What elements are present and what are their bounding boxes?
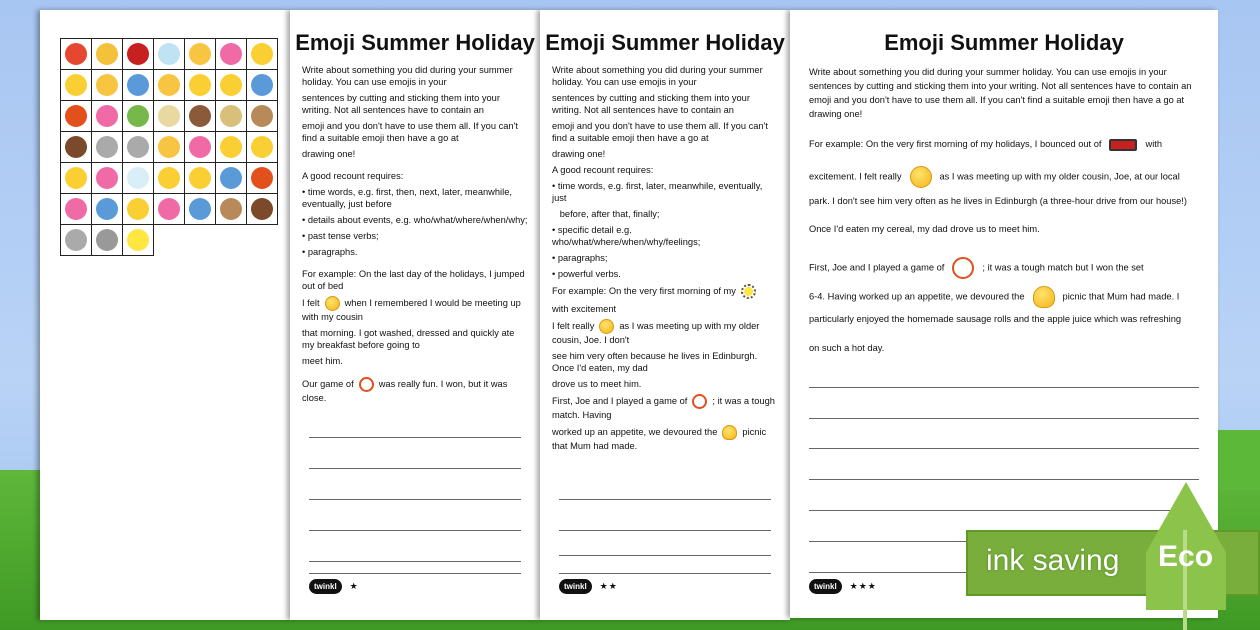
bullet: • specific detail e.g. who/what/where/when/why/feelings; [552, 225, 701, 247]
writing-line [309, 468, 521, 469]
writing-line [309, 561, 521, 562]
emoji-icon [96, 43, 118, 65]
emoji-icon [127, 43, 149, 65]
emoji-cell [61, 39, 92, 70]
text: First, Joe and I played a game of [809, 262, 945, 273]
emoji-icon [220, 167, 242, 189]
emoji-cell [123, 70, 154, 101]
grinning-emoji-icon [599, 319, 614, 334]
emoji-icon [65, 74, 87, 96]
text: 6-4. Having worked up an appetite, we devoured the [809, 291, 1025, 302]
emoji-cell [123, 101, 154, 132]
example-line: drove us to meet him. [552, 379, 642, 389]
twinkl-logo: twinkl [809, 579, 842, 594]
intro-line: Write about something you did during your summer holiday. You can use emojis in your [302, 65, 516, 87]
emoji-icon [127, 74, 149, 96]
emoji-icon [189, 198, 211, 220]
intro-line: emoji and you don't have to use them all. If you can't find a suitable emoji then have a go at [302, 121, 521, 143]
worksheet-text [552, 64, 778, 456]
worksheet-page-1-star[interactable] [290, 10, 540, 620]
emoji-icon [251, 105, 273, 127]
emoji-cell [185, 163, 216, 194]
intro-line: drawing one! [809, 109, 863, 119]
example-line: particularly enjoyed the homemade sausage rolls and the apple juice which was refreshing [809, 314, 1182, 324]
bullet: • details about events, e.g. who/what/where/when/why; [302, 215, 528, 225]
emoji-cell [123, 132, 154, 163]
emoji-icon [251, 167, 273, 189]
writing-line [809, 418, 1199, 419]
emoji-cutout-page[interactable] [40, 10, 290, 620]
bullet: • time words, e.g. first, later, meanwhile, eventually, just [552, 181, 765, 203]
emoji-icon [251, 43, 273, 65]
emoji-icon [251, 74, 273, 96]
emoji-icon [220, 136, 242, 158]
emoji-icon [158, 167, 180, 189]
emoji-cell [92, 194, 123, 225]
text: as I was meeting up with my older cousin, Joe. I don't [552, 320, 762, 345]
emoji-icon [220, 198, 242, 220]
emoji-cell [123, 194, 154, 225]
recount-heading: A good recount requires: [552, 165, 654, 175]
emoji-cell [154, 132, 185, 163]
intro-line: sentences by cutting and sticking them into your writing. Not all sentences have to contain an [809, 81, 1192, 91]
difficulty-stars: ★★★ [849, 581, 877, 591]
emoji-cell [92, 163, 123, 194]
emoji-icon [189, 105, 211, 127]
emoji-cell [247, 39, 278, 70]
emoji-icon [65, 43, 87, 65]
emoji-cell [123, 39, 154, 70]
ok-hand-emoji-icon [722, 425, 737, 440]
emoji-icon [96, 229, 118, 251]
writing-line [309, 530, 521, 531]
emoji-cell [216, 194, 247, 225]
emoji-cell [92, 39, 123, 70]
emoji-cell [247, 132, 278, 163]
emoji-icon [65, 136, 87, 158]
emoji-icon [220, 105, 242, 127]
emoji-cell [185, 101, 216, 132]
emoji-cell [216, 101, 247, 132]
text: I felt [302, 297, 320, 308]
writing-line [309, 573, 521, 574]
bullet: • paragraphs. [302, 247, 358, 257]
emoji-cell [247, 194, 278, 225]
emoji-cell [92, 225, 123, 256]
emoji-icon [96, 167, 118, 189]
bullet: • time words, e.g. first, then, next, later, meanwhile, eventually, just before [302, 187, 515, 209]
example-line: on such a hot day. [809, 343, 885, 353]
emoji-icon [158, 198, 180, 220]
example-line: Once I'd eaten my cereal, my dad drove us to meet him. [809, 224, 1040, 234]
bed-emoji-icon [1109, 139, 1137, 151]
emoji-icon [158, 105, 180, 127]
writing-line [559, 573, 771, 574]
emoji-cell [61, 163, 92, 194]
emoji-icon [158, 136, 180, 158]
emoji-cell [154, 194, 185, 225]
text: was really fun. I won, but it was close. [302, 378, 510, 403]
tennis-racket-icon [952, 257, 974, 279]
emoji-cell [61, 225, 92, 256]
text: as I was meeting up with my older cousin, Joe, at our local [939, 171, 1180, 182]
writing-line [559, 555, 771, 556]
emoji-cell [185, 194, 216, 225]
emoji-icon [220, 43, 242, 65]
emoji-icon [251, 136, 273, 158]
twinkl-logo: twinkl [309, 579, 342, 594]
text: picnic that Mum had made. [552, 426, 769, 451]
writing-line [309, 499, 521, 500]
emoji-icon [189, 43, 211, 65]
emoji-cell [92, 101, 123, 132]
emoji-icon [251, 198, 273, 220]
emoji-icon [127, 105, 149, 127]
emoji-cell [216, 163, 247, 194]
emoji-cell [123, 163, 154, 194]
tennis-racket-icon [692, 394, 707, 409]
text: For example: On the very first morning of my holidays, I bounced out of [809, 139, 1102, 149]
sun-emoji-icon [741, 284, 756, 299]
emoji-cell [247, 163, 278, 194]
emoji-grid [60, 38, 278, 256]
writing-line [809, 387, 1199, 388]
emoji-cell [123, 225, 154, 256]
emoji-cell [61, 101, 92, 132]
emoji-icon [127, 198, 149, 220]
emoji-cell [154, 39, 185, 70]
difficulty-stars: ★★ [599, 581, 618, 591]
emoji-icon [65, 198, 87, 220]
emoji-cell [185, 132, 216, 163]
text: I felt really [552, 320, 595, 331]
worksheet-text [302, 64, 528, 408]
page-title: Emoji Summer Holiday [884, 30, 1124, 55]
intro-line: emoji and you don't have to use them all. If you can't find a suitable emoji then have a go at [552, 121, 771, 143]
ok-hand-emoji-icon [1033, 286, 1055, 308]
emoji-icon [65, 105, 87, 127]
ink-saving-label: ink saving [986, 544, 1120, 577]
tennis-racket-icon [359, 377, 374, 392]
emoji-cell [216, 39, 247, 70]
emoji-cell [216, 132, 247, 163]
emoji-icon [189, 136, 211, 158]
text: Our game of [302, 378, 354, 389]
emoji-icon [189, 167, 211, 189]
example-line: For example: On the last day of the holidays, I jumped out of bed [302, 269, 528, 291]
difficulty-stars: ★ [349, 581, 359, 591]
emoji-cell [92, 70, 123, 101]
emoji-cell [216, 70, 247, 101]
bullet: • past tense verbs; [302, 231, 379, 241]
intro-line: emoji and you don't have to use them all. If you can't find a suitable emoji then have a go at [809, 95, 1185, 105]
emoji-cell [247, 101, 278, 132]
emoji-icon [127, 167, 149, 189]
writing-line [809, 510, 1199, 511]
page-title: Emoji Summer Holiday [545, 30, 785, 55]
page-title: Emoji Summer Holiday [295, 30, 535, 55]
bullet: • powerful verbs. [552, 269, 621, 279]
text: excitement. I felt really [809, 171, 902, 182]
writing-line [809, 479, 1199, 480]
example-line: see him very often because he lives in Edinburgh. Once I'd eaten, my dad [552, 351, 760, 373]
emoji-icon [96, 198, 118, 220]
grinning-emoji-icon [325, 296, 340, 311]
background-grass [1215, 430, 1260, 490]
emoji-cell [61, 194, 92, 225]
emoji-cell [154, 163, 185, 194]
emoji-icon [127, 229, 149, 251]
worksheet-page-2-star[interactable] [540, 10, 790, 620]
emoji-icon [96, 105, 118, 127]
writing-line [559, 530, 771, 531]
emoji-icon [189, 74, 211, 96]
text: First, Joe and I played a game of [552, 395, 688, 406]
intro-line: drawing one! [302, 149, 356, 159]
emoji-icon [96, 136, 118, 158]
worksheet-page-3-star[interactable] [790, 10, 1218, 618]
emoji-icon [158, 74, 180, 96]
emoji-icon [127, 136, 149, 158]
emoji-icon [65, 229, 87, 251]
bullet: before, after that, finally; [552, 209, 660, 219]
example-line: with excitement [552, 304, 617, 314]
writing-line [559, 499, 771, 500]
emoji-cell [185, 39, 216, 70]
text: with [1145, 139, 1163, 149]
emoji-cell [154, 70, 185, 101]
writing-line [309, 437, 521, 438]
text: when I remembered I would be meeting up with my cousin [302, 297, 524, 322]
emoji-cell [185, 70, 216, 101]
emoji-icon [220, 74, 242, 96]
intro-line: drawing one! [552, 149, 606, 159]
example-line: park. I don't see him very often as he lives in Edinburgh (a three-hour drive from our house!) [809, 196, 1187, 206]
recount-heading: A good recount requires: [302, 171, 404, 181]
emoji-cell [61, 132, 92, 163]
emoji-cell [61, 70, 92, 101]
emoji-cell [154, 101, 185, 132]
writing-line [809, 448, 1199, 449]
intro-line: sentences by cutting and sticking them into your writing. Not all sentences have to contain an [552, 93, 753, 115]
intro-line: Write about something you did during your summer holiday. You can use emojis in your [809, 67, 1167, 77]
text: picnic that Mum had made. I [1062, 291, 1180, 302]
example-line: that morning. I got washed, dressed and quickly ate my breakfast before going to [302, 328, 517, 350]
emoji-cell [247, 70, 278, 101]
intro-line: sentences by cutting and sticking them into your writing. Not all sentences have to contain an [302, 93, 503, 115]
example-line: meet him. [302, 356, 343, 366]
emoji-icon [65, 167, 87, 189]
emoji-icon [96, 74, 118, 96]
text: ; it was a tough match. Having [552, 395, 778, 420]
grinning-emoji-icon [910, 166, 932, 188]
intro-line: Write about something you did during your summer holiday. You can use emojis in your [552, 65, 766, 87]
twinkl-logo: twinkl [559, 579, 592, 594]
emoji-cell [92, 132, 123, 163]
bullet: • paragraphs; [552, 253, 608, 263]
eco-label: Eco [1158, 540, 1214, 573]
text: ; it was a tough match but I won the set [982, 262, 1144, 273]
text: For example: On the very first morning of my [552, 285, 736, 296]
emoji-icon [158, 43, 180, 65]
text: worked up an appetite, we devoured the [552, 426, 718, 437]
